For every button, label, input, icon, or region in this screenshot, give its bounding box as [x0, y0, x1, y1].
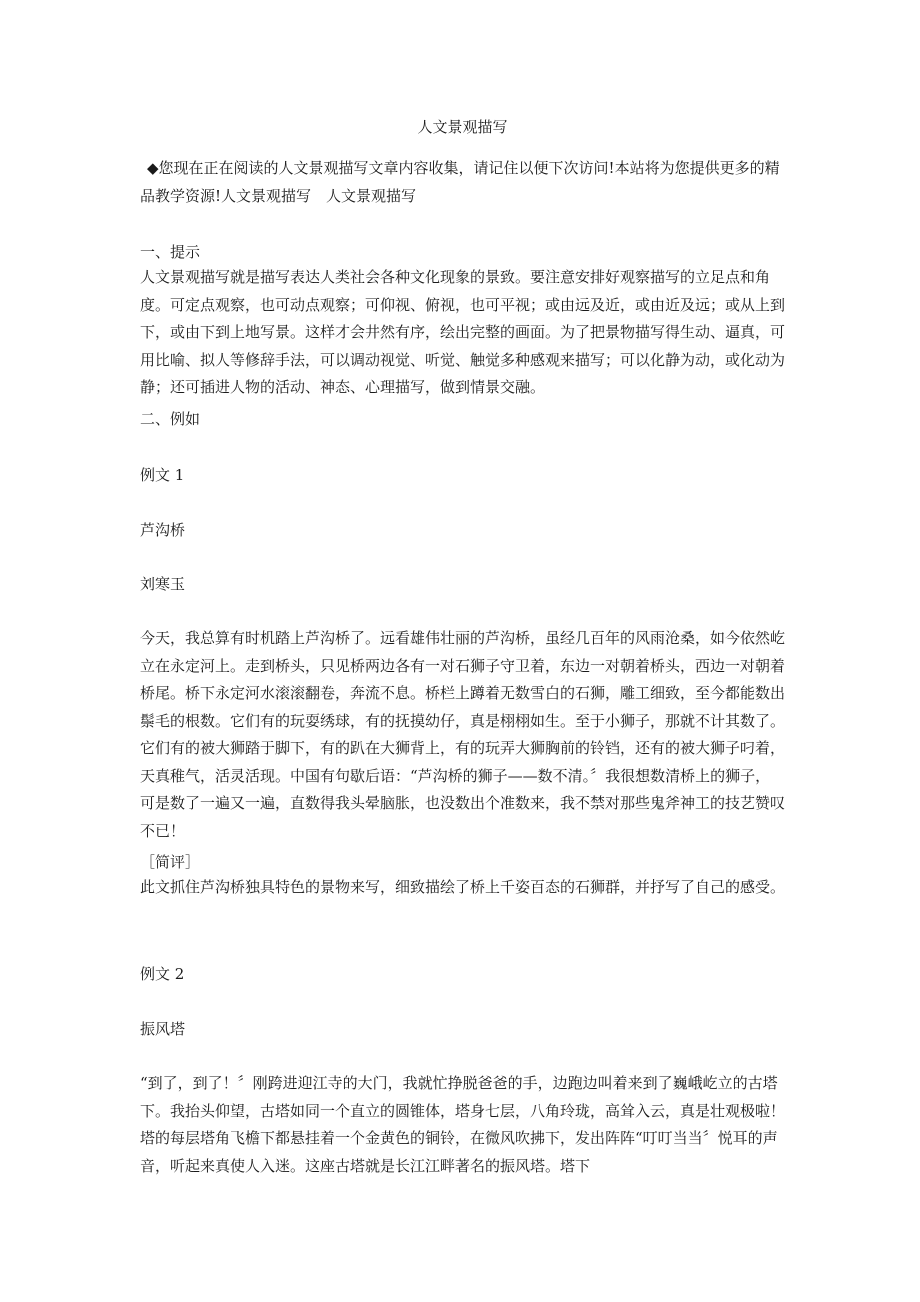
example1-author: 刘寒玉: [140, 575, 186, 593]
example1-comment-label: ［简评］: [140, 853, 201, 871]
example2-label: 例文 2: [140, 965, 185, 983]
example1-label: 例文 1: [140, 466, 185, 484]
document-title: 人文景观描写: [417, 118, 508, 136]
section1-heading: 一、提示: [140, 243, 201, 261]
section2-heading: 二、例如: [140, 410, 201, 428]
section1-body: 人文景观描写就是描写表达人类社会各种文化现象的景致。要注意安排好观察描写的立足点和角度。可定点观察，也可动点观察；可仰视、俯视，也可平视；或由远及近，或由近及远；或从上到下，或由下到上地写景。这样才会井然有序，绘出完整的画面。为了把景物描写得生动、逼真，可用比喻、拟人等修辞手法，可以调动视觉、听觉、触觉多种感观来描写；可以化静为动，或化动为静；还可插进人物的活动、神态、心理描写，做到情景交融。: [140, 268, 786, 396]
intro-paragraph: ◆您现在正在阅读的人文景观描写文章内容收集，请记住以便下次访问!本站将为您提供更多的精品教学资源!人文景观描写 人文景观描写: [140, 159, 780, 205]
example1-title: 芦沟桥: [140, 521, 186, 539]
example1-comment: 此文抓住芦沟桥独具特色的景物来写，细致描绘了桥上千姿百态的石狮群，并抒写了自己的感受。: [140, 878, 786, 896]
example1-body: 今天，我总算有时机踏上芦沟桥了。远看雄伟壮丽的芦沟桥，虽经几百年的风雨沧桑，如今依然屹立在永定河上。走到桥头，只见桥两边各有一对石狮子守卫着，东边一对朝着桥头，西边一对朝着桥尾。桥下永定河水滚滚翻卷，奔流不息。桥栏上蹲着无数雪白的石狮，雕工细致，至今都能数出鬃毛的根数。它们有的玩耍绣球，有的抚摸幼仔，真是栩栩如生。至于小狮子，那就不计其数了。它们有的被大狮踏于脚下，有的趴在大狮背上，有的玩弄大狮胸前的铃铛，还有的被大狮子叼着，天真稚气，活灵活现。中国有句歇后语：“芦沟桥的狮子——数不清。〞我很想数清桥上的狮子，可是数了一遍又一遍，直数得我头晕脑胀，也没数出个准数来，我不禁对那些鬼斧神工的技艺赞叹不已！: [140, 629, 786, 840]
example2-title: 振风塔: [140, 1020, 186, 1038]
example2-body: “到了，到了！〞刚跨进迎江寺的大门，我就忙挣脱爸爸的手，边跑边叫着来到了巍峨屹立的古塔下。我抬头仰望，古塔如同一个直立的圆锥体，塔身七层，八角玲珑，高耸入云，真是壮观极啦！塔的每层塔角飞檐下都悬挂着一个金黄色的铜铃，在微风吹拂下，发出阵阵“叮叮当当〞悦耳的声音，听起来真使人入迷。这座古塔就是长江江畔著名的振风塔。塔下: [140, 1074, 786, 1175]
